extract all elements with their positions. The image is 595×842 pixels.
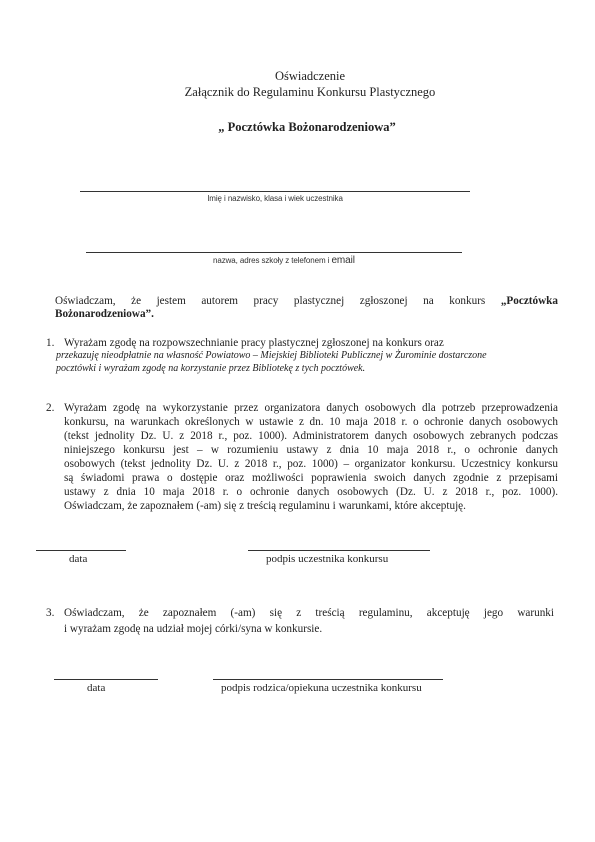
intro-word: pracy (253, 295, 279, 307)
item-3-word: akceptuję (426, 607, 470, 619)
item-3-line-1 (64, 607, 554, 620)
item-3-word: regulaminu, (358, 607, 413, 619)
item-2-line: są świadomi prawa o dostępie oraz możliwości poprawienia swoich danych zgodnie z przepisami (64, 472, 558, 484)
item-2-number: 2. (46, 402, 55, 414)
intro-word: jestem (156, 295, 186, 307)
item-3-word: warunki (517, 607, 554, 619)
item-2-last-line: Oświadczam, że zapoznałem (-am) się z treścią regulaminu i warunkami, które akceptuję. (64, 500, 466, 512)
item-3-word: że (138, 607, 149, 619)
intro-word: na (423, 295, 434, 307)
item-2-line: konkursu, na warunkach określonych w ustawie z dn. 10 maja 2018 r. o ochronie danych osobowych (64, 416, 558, 428)
school-caption-email: email (331, 255, 355, 266)
parent-signature-line[interactable] (213, 679, 443, 680)
intro-word: zgłoszonej (359, 295, 408, 307)
date-line-2[interactable] (54, 679, 158, 680)
item-1-line-1: Wyrażam zgodę na rozpowszechnianie pracy plastycznej zgłoszonej na konkurs oraz (64, 337, 444, 349)
intro-word: Oświadczam, (55, 295, 116, 307)
intro-word: konkurs (449, 295, 486, 307)
school-caption-text: nazwa, adres szkoły z telefonem i (213, 256, 330, 265)
item-2-line: (tekst jednolity Dz. U. z 2018 r., poz. 1000). Administratorem danych osobowych zebranych podczas (64, 430, 558, 442)
item-2-line: niniejszego konkursu jest – w rozumieniu ustawy z dnia 10 maja 2018 r., o ochronie danych (64, 444, 558, 456)
participant-name-line[interactable] (80, 191, 470, 192)
intro-word: plastycznej (293, 295, 345, 307)
intro-line-1 (55, 295, 558, 308)
date-line-1[interactable] (36, 550, 126, 551)
contest-name: „ Pocztówka Bożonarodzeniowa” (218, 120, 396, 134)
item-3-word: Oświadczam, (64, 607, 125, 619)
date-label-2: data (87, 682, 106, 694)
intro-contest-name: „Pocztówka (500, 295, 558, 307)
item-2-line: Wyrażam zgodę na wykorzystanie przez organizatora danych osobowych dla potrzeb przeprowadzenia (64, 402, 558, 414)
item-2-line: ustawy z dnia 10 maja 2018 r. o ochronie danych osobowych (Dz. U. z 2018 r., poz. 1000). (64, 486, 558, 498)
document-title: Oświadczenie (274, 69, 346, 83)
item-1-line-3: pocztówki i wyrażam zgodę na korzystanie przez Bibliotekę z tych pocztówek. (56, 363, 366, 374)
school-address-line[interactable] (86, 252, 462, 253)
intro-line-2: Bożonarodzeniowa”. (55, 308, 154, 320)
document-subtitle: Załącznik do Regulaminu Konkursu Plastycznego (184, 85, 436, 99)
date-label-1: data (69, 553, 88, 565)
school-caption (213, 255, 355, 266)
item-2-line: osobowych (tekst jednolity Dz. U. z 2018 r., poz. 1000) – organizator konkursu. Uczestnicy konkursu (64, 458, 558, 470)
item-1-line-2: przekazuję nieodpłatnie na własność Powiatowo – Miejskiej Biblioteki Publicznej w Żurominie dostarczone (56, 350, 487, 361)
item-3-word: treścią (315, 607, 345, 619)
item-3-word: (-am) (230, 607, 256, 619)
item-1-number: 1. (46, 337, 55, 349)
item-3-number: 3. (46, 607, 55, 619)
participant-signature-line[interactable] (248, 550, 430, 551)
item-3-line-2: i wyrażam zgodę na udział mojej córki/syna w konkursie. (64, 623, 323, 635)
intro-word: że (131, 295, 142, 307)
intro-word: autorem (201, 295, 238, 307)
item-3-word: się (269, 607, 283, 619)
item-3-word: z (296, 607, 302, 619)
participant-caption: Imię i nazwisko, klasa i wiek uczestnika (207, 194, 343, 203)
parent-signature-label: podpis rodzica/opiekuna uczestnika konkursu (221, 682, 422, 694)
participant-signature-label: podpis uczestnika konkursu (266, 553, 389, 565)
item-3-word: jego (483, 607, 504, 619)
item-3-word: zapoznałem (162, 607, 217, 619)
